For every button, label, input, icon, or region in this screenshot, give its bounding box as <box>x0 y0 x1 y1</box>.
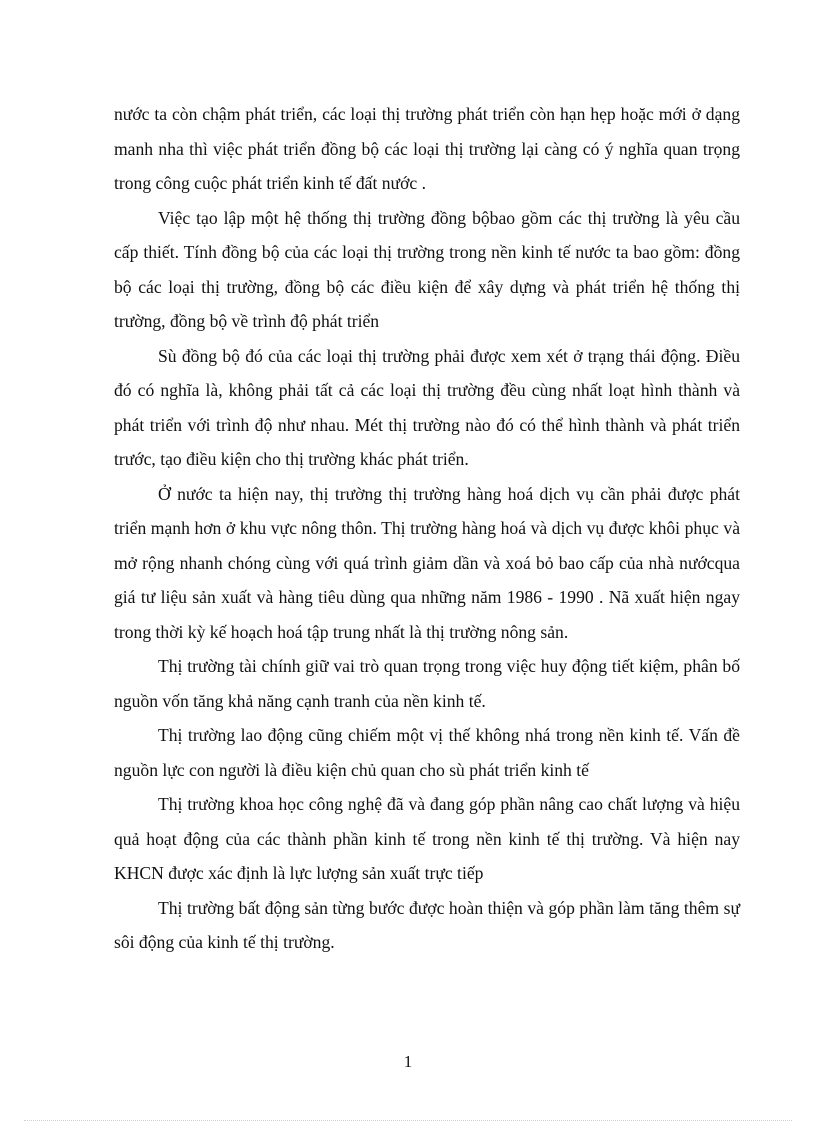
paragraph: Thị trường tài chính giữ vai trò quan trọng trong việc huy động tiết kiệm, phân bố nguồn vốn tăng khả năng cạnh tranh của nền kinh tế. <box>114 656 740 711</box>
paragraph: Ở nước ta hiện nay, thị trường thị trường hàng hoá dịch vụ cần phải được phát triển mạnh hơn ở khu vực nông thôn. Thị trường hàng hoá và dịch vụ được khôi phục và mở rộng nhanh chóng cùng với quá trình giảm dần và xoá bỏ bao cấp của nhà nướcqua giá tư liệu sản xuất và hàng tiêu dùng qua những năm 1986 - 1990 . Nã xuất hiện ngay trong thời kỳ kế hoạch hoá tập trung nhất là thị trường nông sản. <box>114 483 740 642</box>
paragraph: Thị trường lao động cũng chiếm một vị thế không nhá trong nền kinh tế. Vấn đề nguồn lực con người là điều kiện chủ quan cho sù phát triển kinh tế <box>114 725 740 780</box>
page-bottom-divider <box>24 1120 792 1121</box>
page-number: 1 <box>403 1052 413 1071</box>
document-body <box>114 97 740 960</box>
paragraph: Sù đồng bộ đó của các loại thị trường phải được xem xét ở trạng thái động. Điều đó có nghĩa là, không phải tất cả các loại thị trường đều cùng nhất loạt hình thành và phát triển với trình độ như nhau. Mét thị trường nào đó có thể hình thành và phát triển trước, tạo điều kiện cho thị trường khác phát triển. <box>114 345 740 469</box>
paragraph: Thị trường khoa học công nghệ đã và đang góp phần nâng cao chất lượng và hiệu quả hoạt động của các thành phần kinh tế trong nền kinh tế thị trường. Và hiện nay KHCN được xác định là lực lượng sản xuất trực tiếp <box>114 794 740 883</box>
paragraph: nước ta còn chậm phát triển, các loại thị trường phát triển còn hạn hẹp hoặc mới ở dạng manh nha thì việc phát triển đồng bộ các loại thị trường lại càng có ý nghĩa quan trọng trong công cuộc phát triển kinh tế đất nước . <box>114 104 740 193</box>
paragraph: Thị trường bất động sản từng bước được hoàn thiện và góp phần làm tăng thêm sự sôi động của kinh tế thị trường. <box>114 897 740 952</box>
paragraph: Việc tạo lập một hệ thống thị trường đồng bộbao gồm các thị trường là yêu cầu cấp thiết. Tính đồng bộ của các loại thị trường trong nền kinh tế nước ta bao gồm: đồng bộ các loại thị trường, đồng bộ các điều kiện để xây dựng và phát triển hệ thống thị trường, đồng bộ về trình độ phát triển <box>114 207 740 331</box>
